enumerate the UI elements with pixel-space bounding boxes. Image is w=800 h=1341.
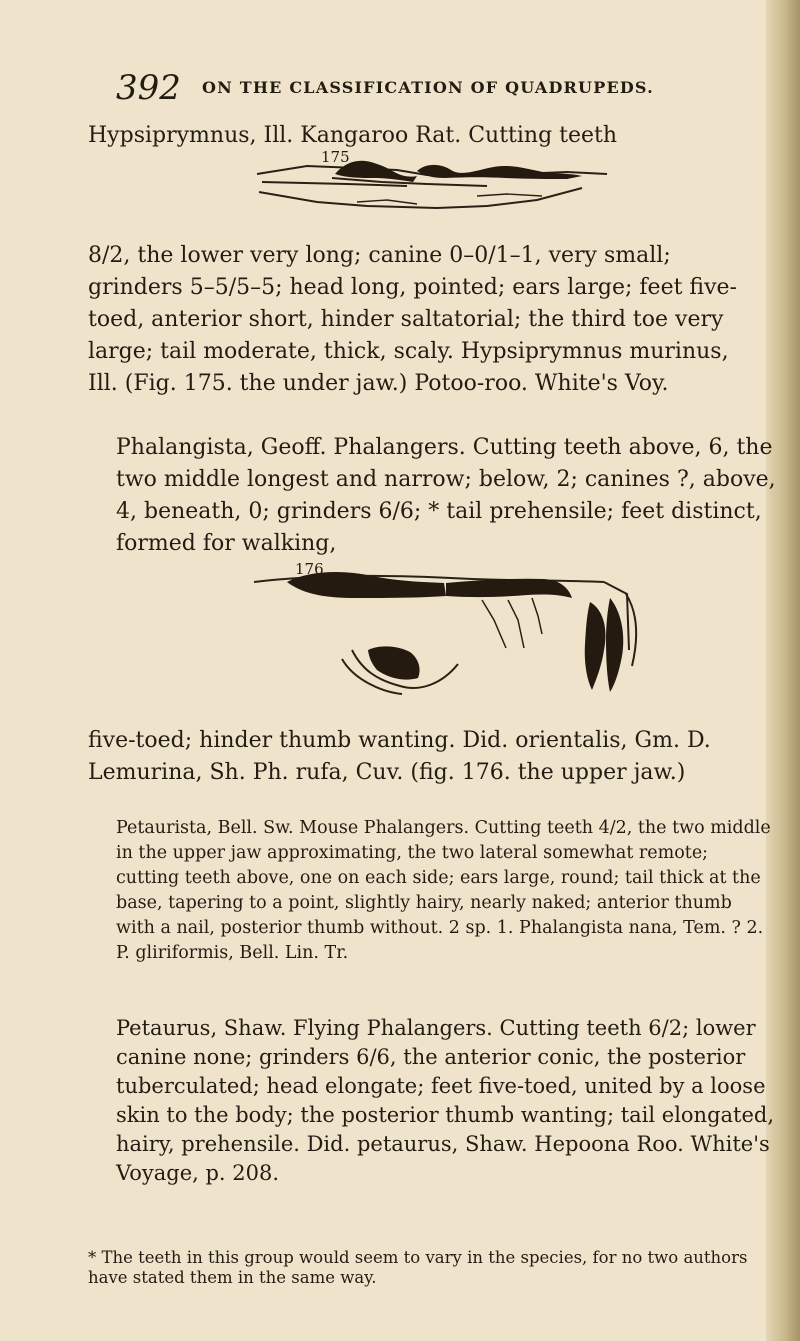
hypsiprymnus-description: 8/2, the lower very long; canine 0–0/1–1, very small; grinders 5–5/5–5; head long, pointed; ears large; feet five-toed, anterior short, hinder saltatorial; the third toe very large; tail moderate, thick, scaly. Hypsiprymnus murinus, Ill. (Fig. 175. the under jaw.) Potoo-roo. White's Voy. [88, 243, 737, 396]
entry-petaurista [88, 816, 776, 966]
footnote [88, 1248, 748, 1288]
figure-176 [232, 560, 662, 710]
figure-176-label: 176 [295, 560, 324, 578]
running-head: ON THE CLASSIFICATION OF QUADRUPEDS. [202, 78, 654, 97]
phalangista-species: five-toed; hinder thumb wanting. Did. orientalis, Gm. D. Lemurina, Sh. Ph. rufa, Cuv. (fig. 176. the upper jaw.) [88, 728, 711, 785]
page-header [116, 68, 736, 108]
figure-175-label: 175 [321, 148, 350, 166]
entry-phalangista [88, 432, 776, 560]
petaurista-description: Petaurista, Bell. Sw. Mouse Phalangers. Cutting teeth 4/2, the two middle in the upper jaw approximating, the two lateral somewhat remote; cutting teeth above, one on each side; ears large, round; tail thick at the base, tapering to a point, slightly hairy, nearly naked; anterior thumb with a nail, posterior thumb without. 2 sp. 1. Phalangista nana, Tem. ? 2. P. gliriformis, Bell. Lin. Tr. [116, 818, 771, 963]
phalangista-description: Phalangista, Geoff. Phalangers. Cutting teeth above, 6, the two middle longest and narrow; below, 2; canines ?, above, 4, beneath, 0; grinders 6/6; * tail prehensile; feet distinct, formed for walking, [116, 435, 776, 556]
entry-petaurus [88, 1014, 776, 1188]
footnote-text: * The teeth in this group would seem to vary in the species, for no two authors have stated them in the same way. [88, 1248, 748, 1287]
jaw-illustration-176 [232, 560, 662, 710]
hypsiprymnus-title: Hypsiprymnus, Ill. Kangaroo Rat. Cutting teeth [88, 123, 618, 148]
jaw-illustration-175 [237, 148, 617, 230]
page-number: 392 [116, 68, 181, 108]
figure-175 [237, 148, 617, 230]
entry-phalangista-continued [88, 725, 748, 789]
petaurus-description: Petaurus, Shaw. Flying Phalangers. Cutting teeth 6/2; lower canine none; grinders 6/6, the anterior conic, the posterior tuberculated; head elongate; feet five-toed, united by a loose skin to the body; the posterior thumb wanting; tail elongated, hairy, prehensile. Did. petaurus, Shaw. Hepoona Roo. White's Voyage, p. 208. [116, 1016, 775, 1185]
entry-hypsiprymnus-body [88, 240, 748, 400]
